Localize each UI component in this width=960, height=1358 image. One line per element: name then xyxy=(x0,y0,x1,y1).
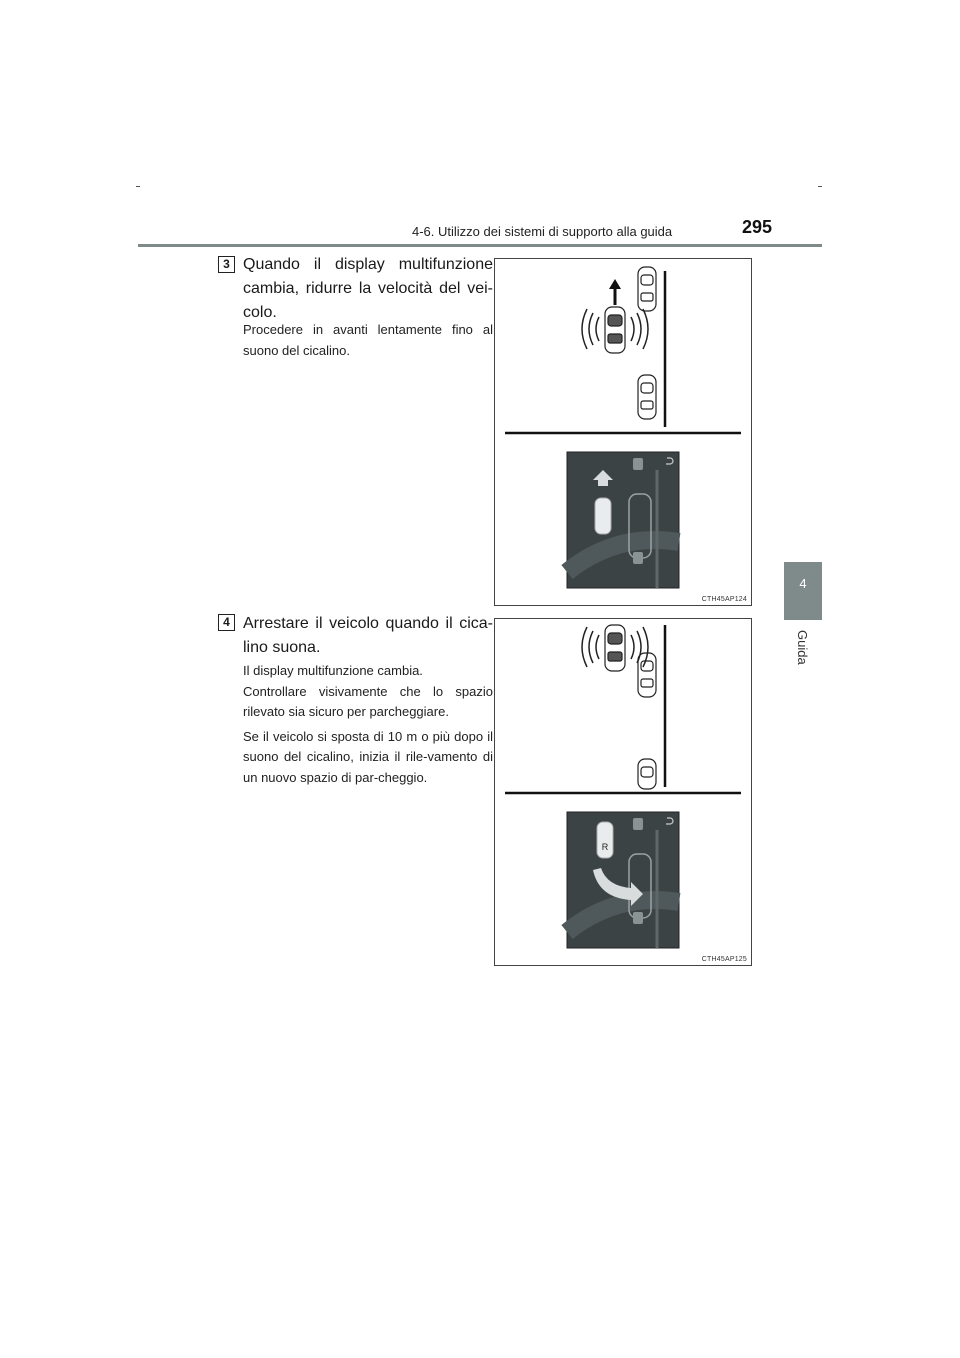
own-car-icon xyxy=(605,625,625,671)
chapter-number: 4 xyxy=(799,576,807,591)
figure-step-3 xyxy=(494,258,752,606)
step-4-paragraph: Controllare visivamente che lo spazio rilevato sia sicuro per parcheggiare. xyxy=(243,683,493,719)
step-4-paragraph: Se il veicolo si sposta di 10 m o più dopo il suono del cicalino, inizia il rile-vamento di un nuovo spazio di par-cheggio. xyxy=(243,728,493,785)
step-4-title: Arrestare il veicolo quando il cica-lino suona. xyxy=(243,615,493,656)
car-on-display-icon xyxy=(597,822,613,858)
crop-mark-right xyxy=(818,186,822,187)
step-3-paragraph: Procedere in avanti lentamente fino al suono del cicalino. xyxy=(243,322,493,358)
forward-arrow-icon xyxy=(609,279,621,305)
multifunction-display xyxy=(567,452,679,588)
page-number: 295 xyxy=(742,217,773,237)
section-title: 4-6. Utilizzo dei sistemi di supporto alla guida xyxy=(412,224,673,239)
parking-illustration-stop xyxy=(495,619,751,965)
crop-mark-left xyxy=(136,186,140,187)
step-4-body xyxy=(243,661,493,792)
step-3-title: Quando il display multifunzione cambia, ridurre la velocità del vei-colo. xyxy=(243,256,493,321)
figure-code: CTH45AP125 xyxy=(701,956,747,963)
step-3-body xyxy=(243,320,493,365)
parked-car-icon xyxy=(638,267,656,311)
parked-car-icon xyxy=(638,759,656,789)
chapter-tab xyxy=(784,562,822,620)
figure-step-4 xyxy=(494,618,752,966)
parking-illustration-forward xyxy=(495,259,751,605)
own-car-icon xyxy=(605,307,625,353)
step-number-3: 3 xyxy=(218,256,235,273)
chapter-label: Guida xyxy=(795,630,810,665)
parked-car-icon xyxy=(638,375,656,419)
step-4-paragraph: Il display multifunzione cambia. xyxy=(243,663,423,678)
parked-car-icon xyxy=(638,653,656,697)
gear-r-label: R xyxy=(601,842,609,852)
step-number-4: 4 xyxy=(218,614,235,631)
car-on-display-icon xyxy=(595,498,611,534)
figure-code: CTH45AP124 xyxy=(701,596,747,603)
header-rule xyxy=(138,244,822,247)
multifunction-display xyxy=(567,812,679,948)
